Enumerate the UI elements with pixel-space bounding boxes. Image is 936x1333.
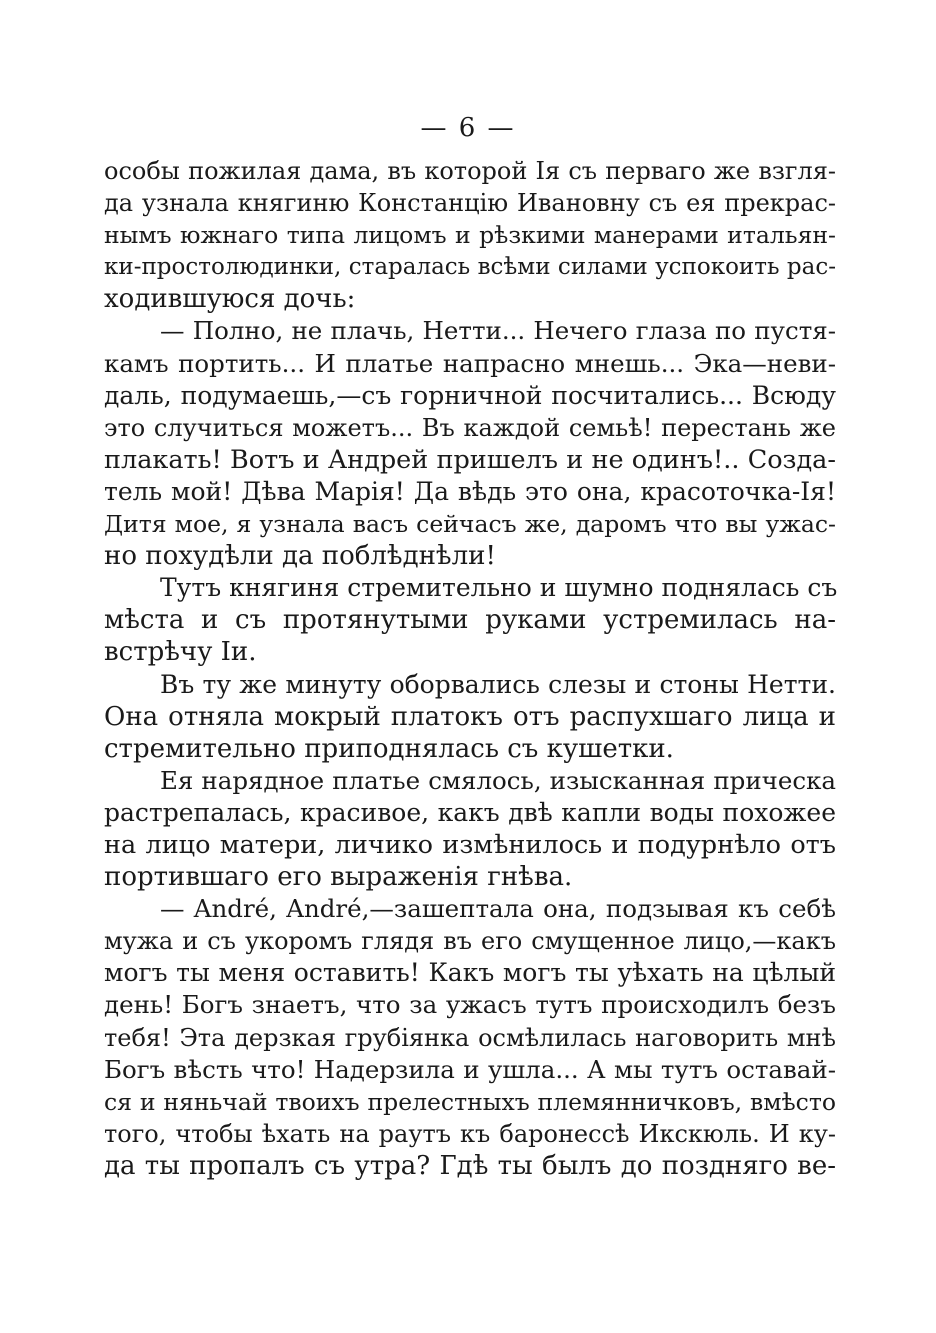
text-line: Дитя мое, я узнала васъ сейчасъ же, даромъ что вы ужас- [104,510,836,539]
text-line: ходившуюся дочь: [104,284,356,315]
text-line: встрѣчу Іи. [104,637,257,668]
text-line: — Полно, не плачь, Нетти... Нечего глаза по пустя- [160,316,836,346]
text-line: нымъ южнаго типа лицомъ и рѣзкими манерами итальян- [104,221,836,250]
text-line: камъ портить... И платье напрасно мнешь... Эка—неви- [104,348,836,378]
text-line: мѣста и съ протянутыми руками устремилась на- [104,605,836,636]
text-line: тебя! Эта дерзкая грубіянка осмѣлилась наговорить мнѣ [104,1023,836,1052]
text-line: могъ ты меня оставить! Какъ могъ ты уѣхать на цѣлый [104,958,836,988]
text-line: мужа и съ укоромъ глядя въ его смущенное лицо,—какъ [104,927,836,956]
text-line: растрепалась, красивое, какъ двѣ капли воды похожее [104,797,836,827]
text-line: Богъ вѣсть что! Надерзила и ушла... А мы тутъ оставай- [104,1054,836,1084]
text-line: день! Богъ знаетъ, что за ужасъ тутъ происходилъ безъ [104,990,836,1020]
text-line: Тутъ княгиня стремительно и шумно поднялась съ [160,573,838,603]
text-line: особы пожилая дама, въ которой Ія съ перваго же взгля- [104,157,836,185]
text-line: Она отняла мокрый платокъ отъ распухшаго лица и [104,701,836,732]
text-line: тель мой! Дѣва Марія! Да вѣдь это она, красоточка-Ія! [104,476,836,506]
page-number: — 6 — [420,113,516,143]
text-line: Ея нарядное платье смялось, изысканная прическа [160,765,836,795]
text-line: того, чтобы ѣхать на раутъ къ баронессѣ Икскюль. И ку- [104,1119,836,1148]
text-line: но похудѣли да поблѣднѣли! [104,541,496,572]
text-line: — André, André,—зашептала она, подзывая къ себѣ [160,894,836,924]
text-line: Въ ту же минуту оборвались слезы и стоны Нетти. [160,669,836,699]
text-line: это случиться можетъ... Въ каждой семьѣ! перестань же [104,413,836,442]
text-line: на лицо матери, личико измѣнилось и подурнѣло отъ [104,829,836,860]
text-line: даль, подумаешь,—съ горничной посчитались... Всюду [104,380,836,410]
text-line: плакать! Вотъ и Андрей пришелъ и не одинъ!.. Созда- [104,444,836,475]
body-text [104,155,836,1182]
text-line: ся и няньчай твоихъ прелестныхъ племянничковъ, вмѣсто [104,1087,836,1116]
text-line: ки-простолюдинки, старалась всѣми силами успокоить рас- [104,254,836,281]
text-line: портившаго его выраженія гнѣва. [104,862,573,893]
text-line: да ты пропалъ съ утра? Гдѣ ты былъ до поздняго ве- [104,1150,836,1181]
text-line: стремительно приподнялась съ кушетки. [104,733,674,764]
text-line: да узнала княгиню Констанцію Ивановну съ ея прекрас- [104,189,836,218]
